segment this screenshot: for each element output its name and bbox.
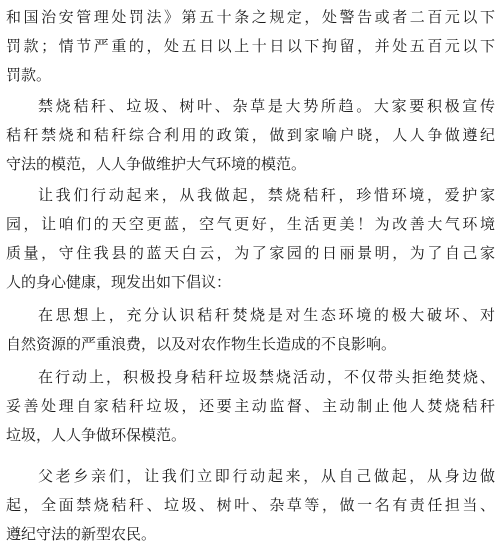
- text-line-5: 秸秆禁烧和秸秆综合利用的政策，做到家喻户晓，人人争做遵纪: [6, 126, 495, 144]
- text-line-18: 遵纪守法的新型农民。: [6, 525, 157, 543]
- text-line-15: 垃圾，人人争做环保模范。: [6, 426, 187, 444]
- text-line-3: 罚款。: [6, 66, 52, 84]
- text-line-12: 自然资源的严重浪费，以及对农作物生长造成的不良影响。: [6, 335, 397, 353]
- text-line-13: 在行动上，积极投身秸秆垃圾禁烧活动，不仅带头拒绝焚烧、: [38, 368, 495, 386]
- text-line-11: 在思想上，充分认识秸秆焚烧是对生态环境的极大破坏、对: [38, 306, 495, 324]
- text-line-10: 人的身心健康，现发出如下倡议：: [6, 273, 232, 291]
- text-line-16: 父老乡亲们，让我们立即行动起来，从自己做起，从身边做: [38, 467, 495, 485]
- text-line-1: 和国治安管理处罚法》第五十条之规定，处警告或者二百元以下: [6, 8, 495, 26]
- text-line-7: 让我们行动起来，从我做起，禁烧秸秆，珍惜环境，爱护家: [38, 186, 495, 204]
- text-line-17: 起，全面禁烧秸秆、垃圾、树叶、杂草等，做一名有责任担当、: [6, 496, 495, 514]
- text-line-6: 守法的模范，人人争做维护大气环境的模范。: [6, 155, 307, 173]
- text-line-4: 禁烧秸秆、垃圾、树叶、杂草是大势所趋。大家要积极宣传: [38, 97, 495, 115]
- text-line-9: 质量，守住我县的蓝天白云，为了家园的日丽景明，为了自己家: [6, 244, 495, 262]
- text-line-8: 园，让咱们的天空更蓝，空气更好，生活更美！为改善大气环境: [6, 215, 495, 233]
- text-line-14: 妥善处理自家秸秆垃圾，还要主动监督、主动制止他人焚烧秸秆: [6, 397, 495, 415]
- text-line-2: 罚款；情节严重的，处五日以上十日以下拘留，并处五百元以下: [6, 37, 495, 55]
